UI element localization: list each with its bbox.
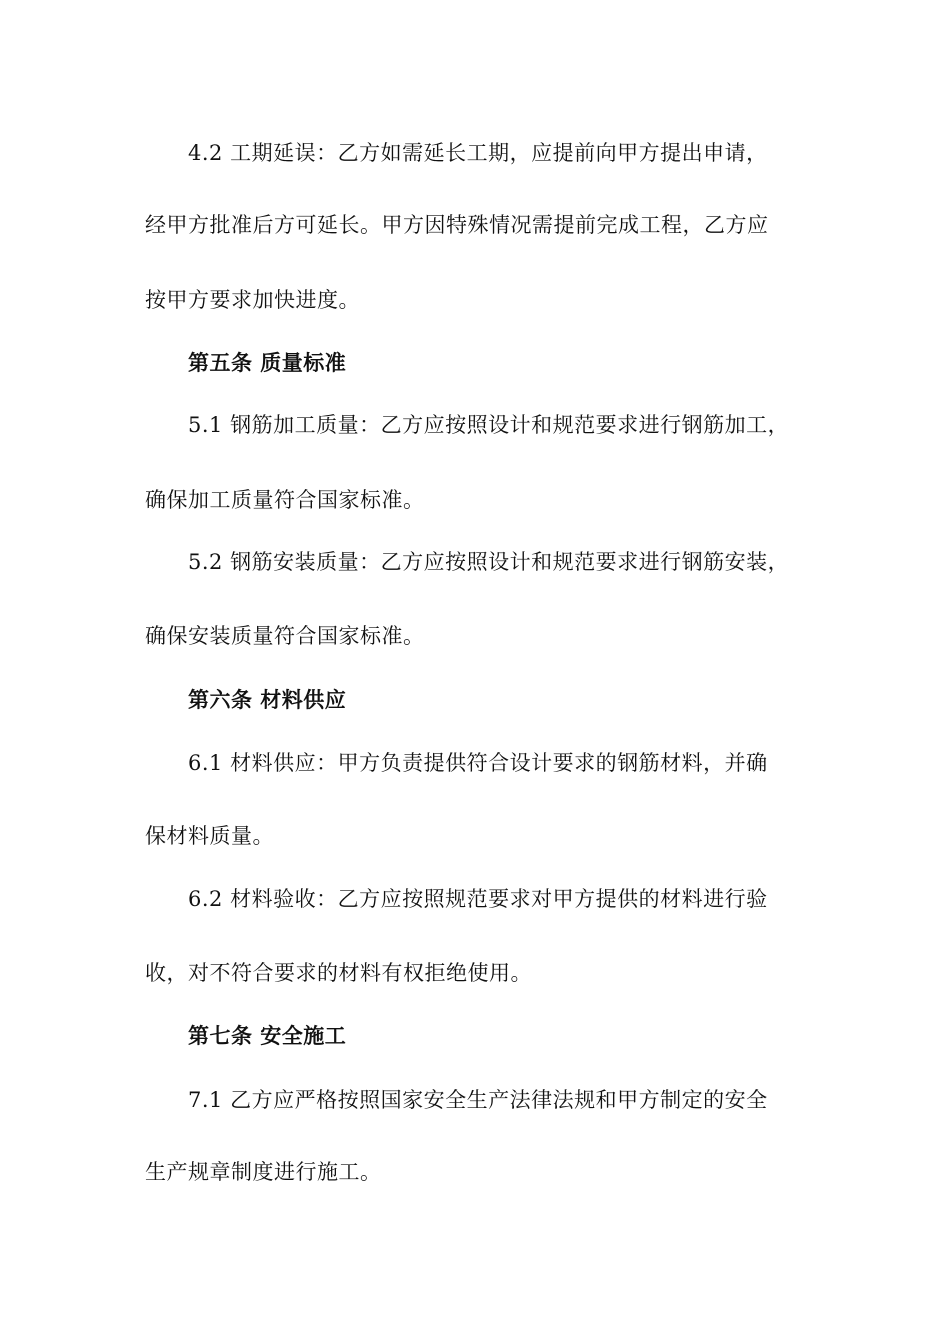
section-heading-5: 第五条 质量标准 — [188, 351, 347, 375]
paragraph-4-2-line-1: 4.2 工期延误：乙方如需延长工期，应提前向甲方提出申请， — [188, 141, 768, 165]
paragraph-4-2-line-2: 经甲方批准后方可延长。甲方因特殊情况需提前完成工程，乙方应 — [145, 213, 769, 237]
paragraph-5-2-line-2: 确保安装质量符合国家标准。 — [145, 624, 425, 648]
paragraph-5-1-line-1: 5.1 钢筋加工质量：乙方应按照设计和规范要求进行钢筋加工， — [188, 413, 790, 437]
paragraph-4-2-line-3: 按甲方要求加快进度。 — [145, 288, 360, 312]
paragraph-6-2-line-1: 6.2 材料验收：乙方应按照规范要求对甲方提供的材料进行验 — [188, 887, 768, 911]
paragraph-6-1-line-2: 保材料质量。 — [145, 824, 274, 848]
section-heading-6: 第六条 材料供应 — [188, 688, 347, 712]
section-heading-7: 第七条 安全施工 — [188, 1024, 347, 1048]
paragraph-5-1-line-2: 确保加工质量符合国家标准。 — [145, 488, 425, 512]
paragraph-7-1-line-2: 生产规章制度进行施工。 — [145, 1160, 382, 1184]
paragraph-5-2-line-1: 5.2 钢筋安装质量：乙方应按照设计和规范要求进行钢筋安装， — [188, 550, 790, 574]
paragraph-6-2-line-2: 收，对不符合要求的材料有权拒绝使用。 — [145, 961, 532, 985]
paragraph-7-1-line-1: 7.1 乙方应严格按照国家安全生产法律法规和甲方制定的安全 — [188, 1088, 768, 1112]
paragraph-6-1-line-1: 6.1 材料供应：甲方负责提供符合设计要求的钢筋材料，并确 — [188, 751, 768, 775]
